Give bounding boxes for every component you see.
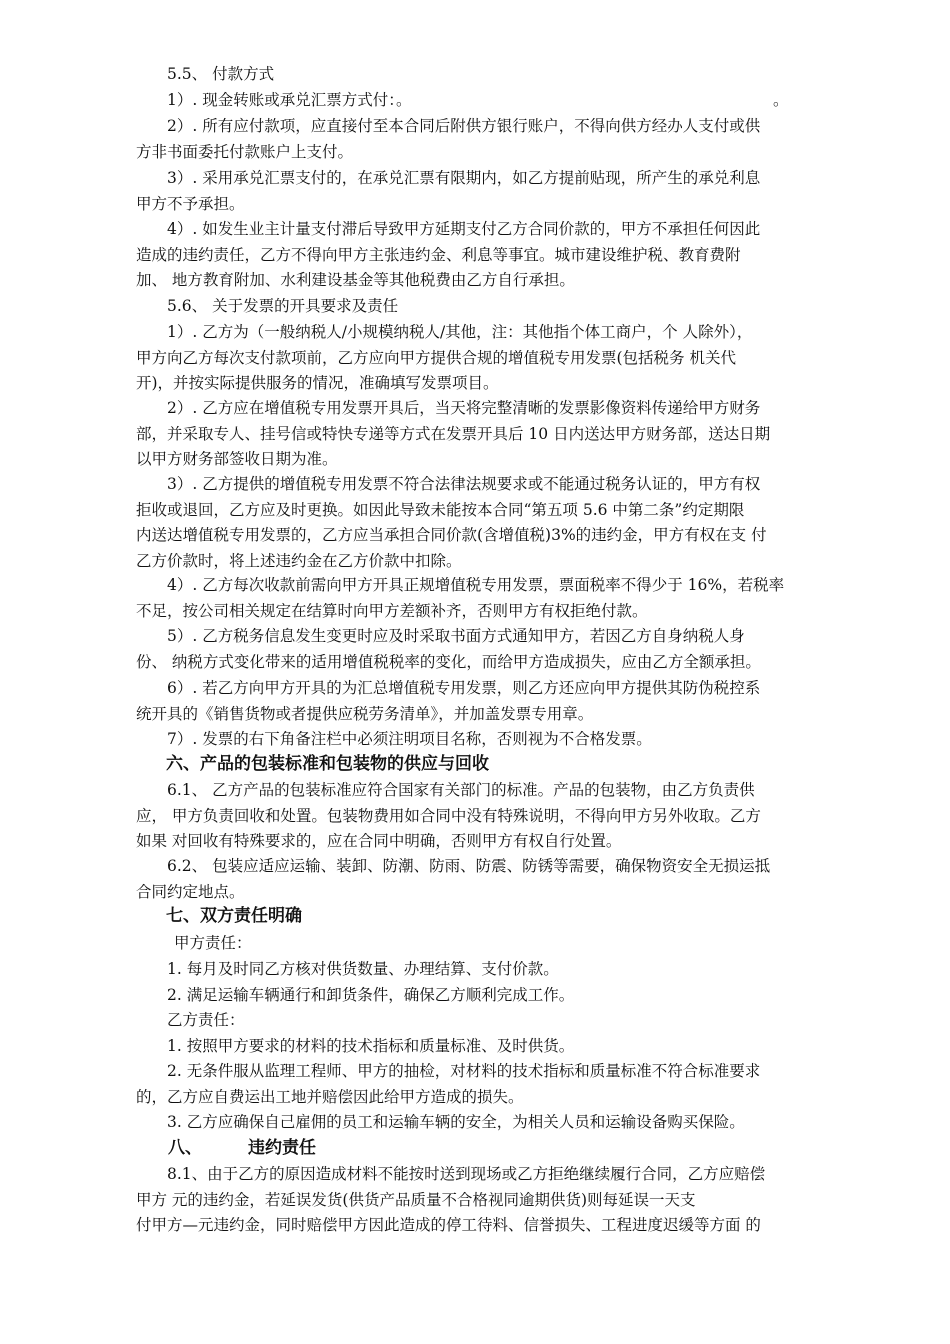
clause-8-1: 8.1、由于乙方的原因造成材料不能按时送到现场或乙方拒绝继续履行合同，乙方应赔偿 甲方 元的违约金，若延误发货(供货产品质量不合格视同逾期供货)则每延误一天支 付甲方—元违约金，同时赔偿甲方因此造成的停工待料、信誉损失、工程进度迟缓等方面 的	[136, 1165, 766, 1234]
section-6-heading: 六、产品的包装标准和包装物的供应与回收	[166, 754, 489, 774]
yi-responsibility-3: 3. 乙方应确保自己雇佣的员工和运输车辆的安全，为相关人员和运输设备购买保险。	[167, 1113, 745, 1131]
yi-responsibility-1: 1. 按照甲方要求的材料的技术指标和质量标准、及时供货。	[167, 1037, 575, 1055]
clause-5-6-4: 4）. 乙方每次收款前需向甲方开具正规增值税专用发票，票面税率不得少于 16%，若税率 不足，按公司相关规定在结算时向甲方差额补齐，否则甲方有权拒绝付款。	[136, 576, 785, 620]
jia-responsibility-list	[136, 957, 826, 1008]
section-8-heading-number: 八、	[168, 1138, 202, 1158]
clause-6-1: 6.1、 乙方产品的包装标准应符合国家有关部门的标准。产品的包装物，由乙方负责供 应， 甲方负责回收和处置。包装物费用如合同中没有特殊说明，不得向甲方另外收取。乙方 如果 对回收有特殊要求的，应在合同中明确，否则甲方有权自行处置。	[136, 781, 761, 850]
clause-5-5-1	[136, 88, 826, 114]
section-5-6-title: 5.6、 关于发票的开具要求及责任	[167, 297, 399, 315]
clause-5-6-3: 3）. 乙方提供的增值税专用发票不符合法律法规要求或不能通过税务认证的，甲方有权 拒收或退回，乙方应及时更换。如因此导致未能按本合同“第五项 5.6 中第二条”约定期限 内送达增值税专用发票的，乙方应当承担合同价款(含增值税)3%的违约金，甲方有权在支 付 乙方价款时，将上述违约金在乙方价款中扣除。	[136, 475, 767, 570]
list-item: 1. 每月及时同乙方核对供货数量、办理结算、支付价款。	[167, 960, 559, 978]
clause-text: 1）. 现金转账或承兑汇票方式付：。	[167, 91, 412, 109]
section-7-heading: 七、双方责任明确	[166, 906, 302, 926]
jia-responsibility-title: 甲方责任：	[174, 934, 252, 952]
clause-5-6-2: 2）. 乙方应在增值税专用发票开具后，当天将完整清晰的发票影像资料传递给甲方财务 部，并采取专人、挂号信或特快专递等方式在发票开具后 10 日内送达甲方财务部，送达日期 以甲方财务部签收日期为准。	[136, 399, 771, 468]
clause-5-5-2: 2）. 所有应付款项，应直接付至本合同后附供方银行账户，不得向供方经办人支付或供 方非书面委托付款账户上支付。	[136, 117, 761, 161]
clause-5-5-4: 4）. 如发生业主计量支付滞后导致甲方延期支付乙方合同价款的，甲方不承担任何因此 造成的违约责任，乙方不得向甲方主张违约金、利息等事宜。城市建设维护税、教育费附 加、 地方教育附加、水利建设基金等其他税费由乙方自行承担。	[136, 220, 761, 289]
yi-responsibility-2: 2. 无条件服从监理工程师、甲方的抽检，对材料的技术指标和质量标准不符合标准要求 的，乙方应自费运出工地并赔偿因此给甲方造成的损失。	[136, 1062, 761, 1106]
yi-responsibility-title: 乙方责任：	[167, 1011, 245, 1029]
section-5-5-title: 5.5、 付款方式	[167, 65, 275, 83]
clause-5-6-6: 6）. 若乙方向甲方开具的为汇总增值税专用发票，则乙方还应向甲方提供其防伪税控系 统开具的《销售货物或者提供应税劳务清单》，并加盖发票专用章。	[136, 679, 761, 723]
clause-6-2: 6.2、 包装应适应运输、装卸、防潮、防雨、防震、防锈等需要，确保物资安全无损运抵 合同约定地点。	[136, 857, 771, 901]
section-8-heading-text: 违约责任	[248, 1138, 316, 1158]
clause-5-6-7: 7）. 发票的右下角备注栏中必须注明项目名称，否则视为不合格发票。	[167, 730, 652, 748]
clause-end-mark: 。	[773, 91, 789, 109]
clause-5-5-3: 3）. 采用承兑汇票支付的，在承兑汇票有限期内，如乙方提前贴现，所产生的承兑利息 甲方不予承担。	[136, 169, 761, 213]
clause-5-6-5: 5）. 乙方税务信息发生变更时应及时采取书面方式通知甲方，若因乙方自身纳税人身 份、 纳税方式变化带来的适用增值税税率的变化，而给甲方造成损失，应由乙方全额承担。	[136, 627, 761, 671]
list-item: 2. 满足运输车辆通行和卸货条件，确保乙方顺利完成工作。	[167, 985, 575, 1004]
clause-5-6-1: 1）. 乙方为（一般纳税人/小规模纳税人/其他，注：其他指个体工商户，个 人除外）， 甲方向乙方每次支付款项前，乙方应向甲方提供合规的增值税专用发票(包括税务 机关代 开)，并按实际提供服务的情况，准确填写发票项目。	[136, 323, 753, 392]
